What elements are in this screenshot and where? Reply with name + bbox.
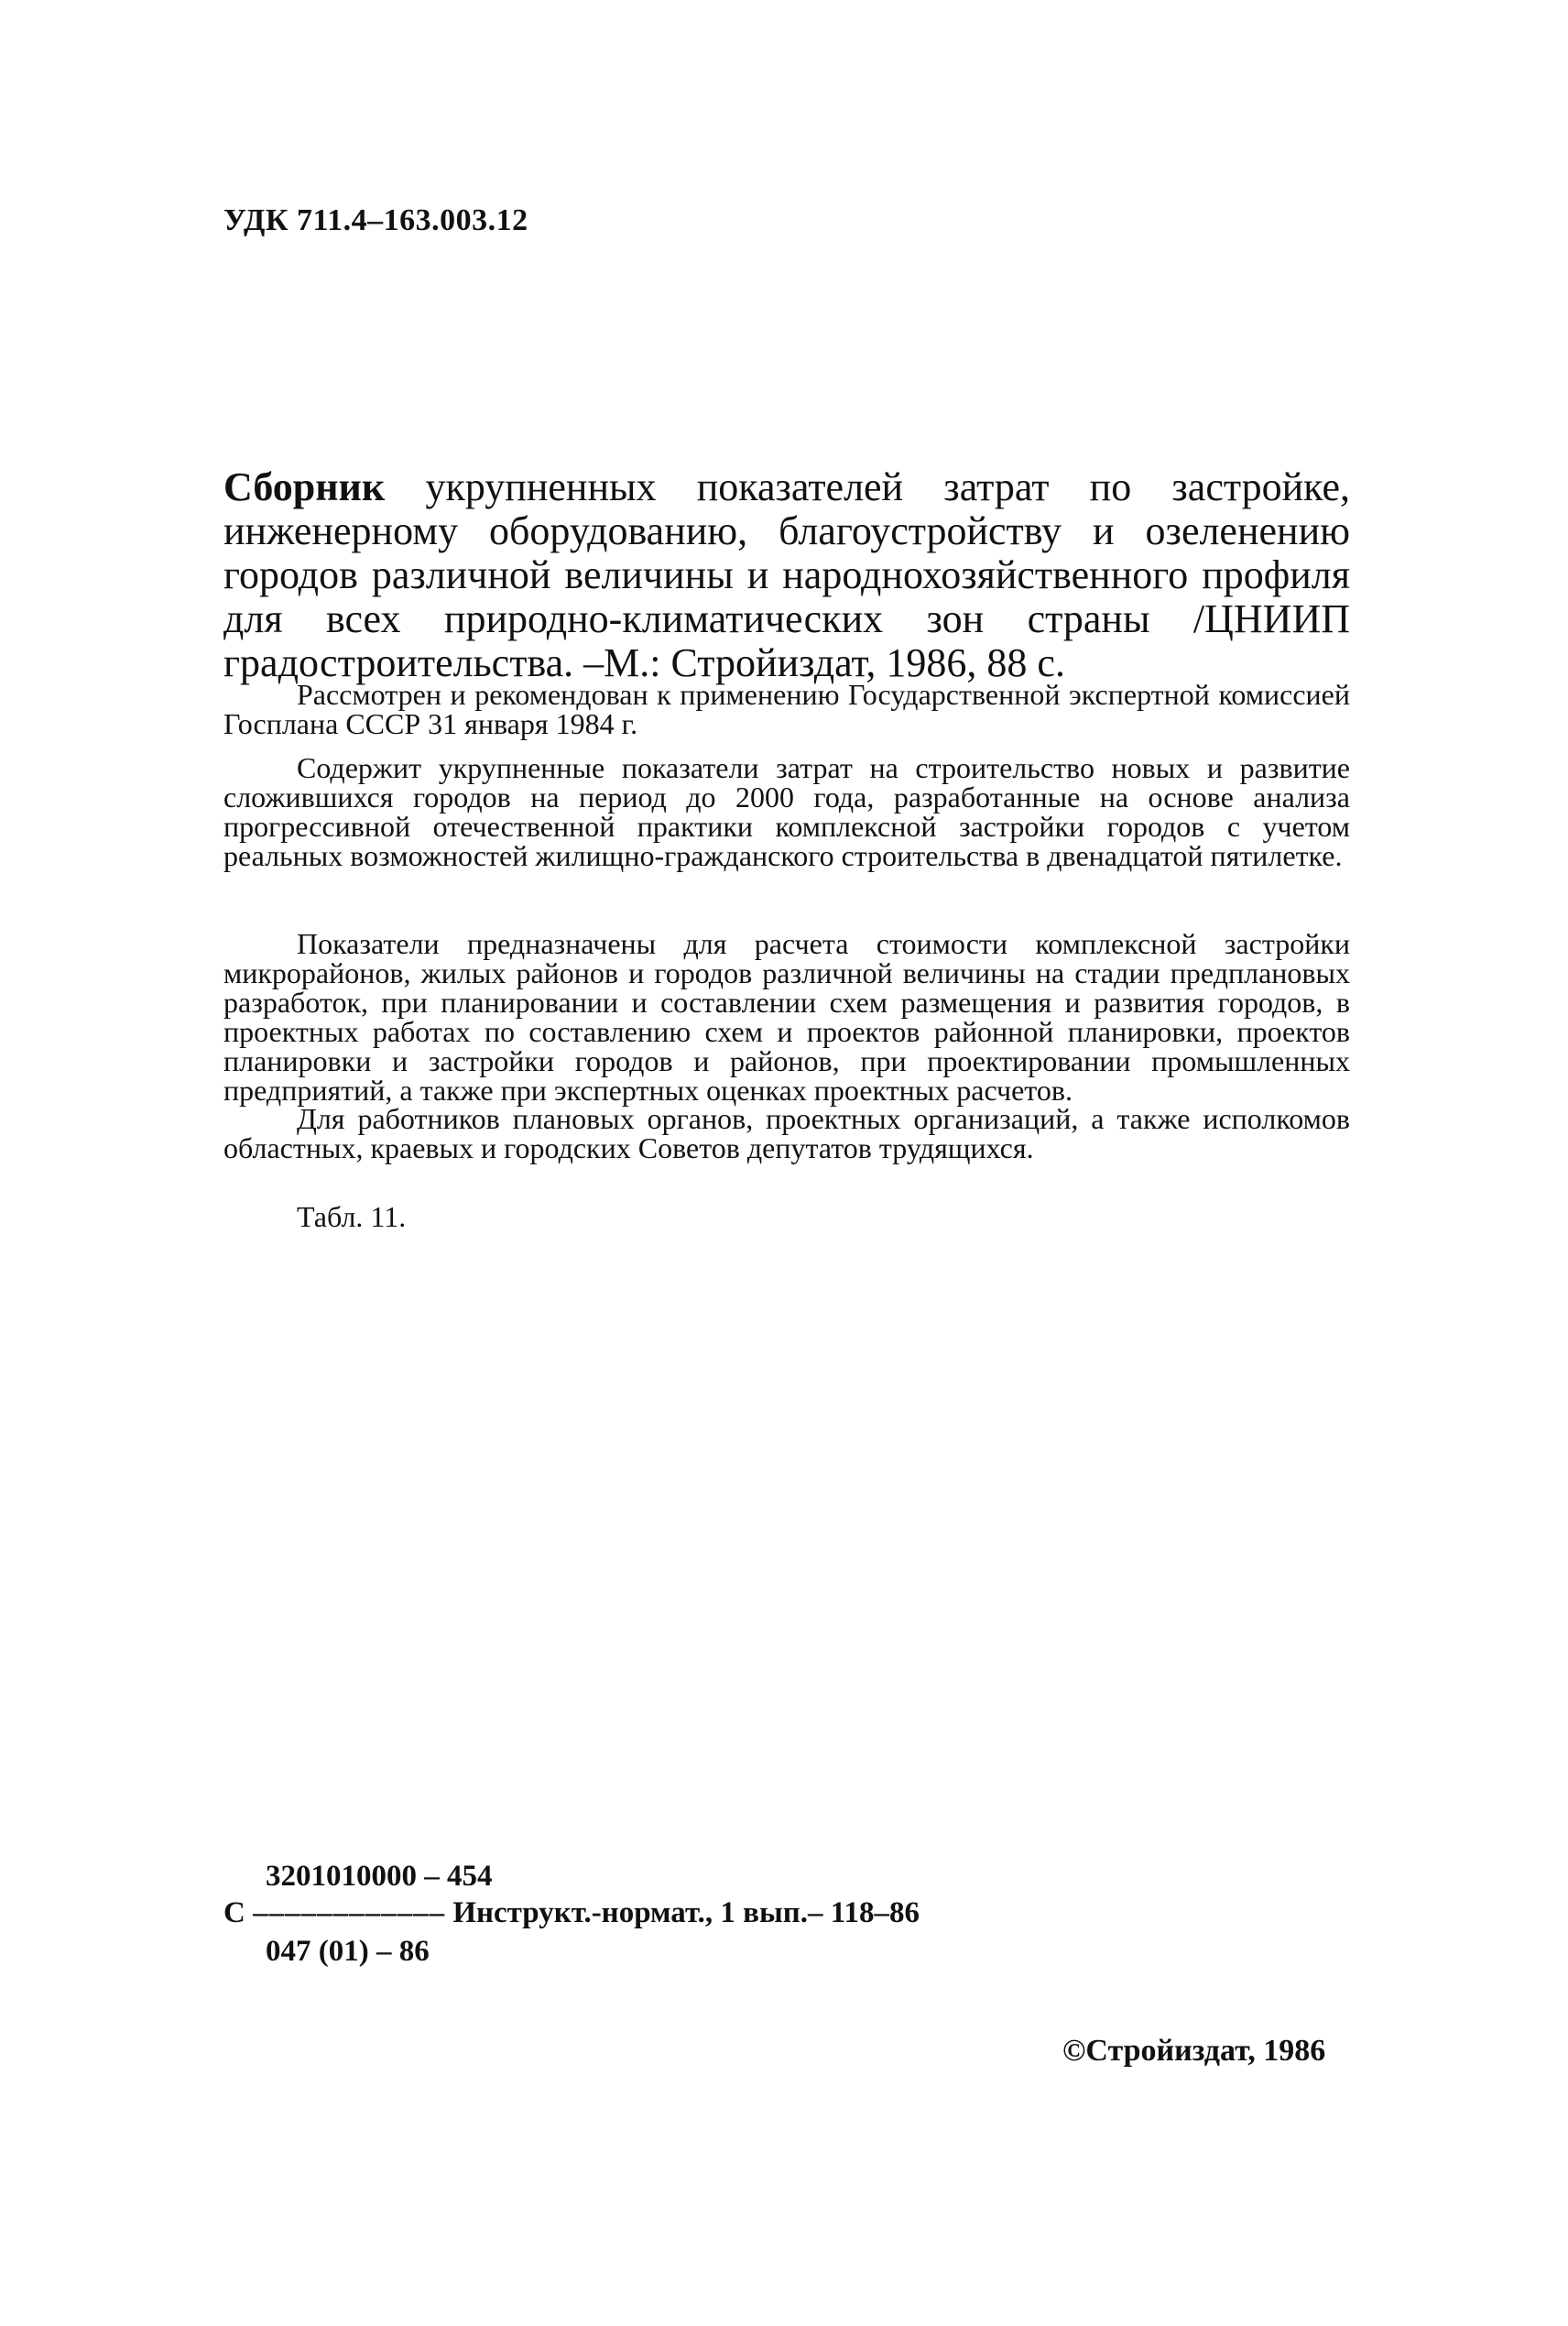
- tables-count: Табл. 11.: [297, 1200, 407, 1233]
- approval-note: Рассмотрен и рекомендован к применению Государственной экспертной комиссией Госплана СССР 31 января 1984 г.: [223, 678, 1350, 740]
- index-prefix: С: [223, 1896, 245, 1929]
- index-denominator: 047 (01) – 86: [266, 1935, 430, 1968]
- bibliographic-description: [223, 465, 1350, 685]
- index-line: [223, 1896, 920, 1930]
- title-lead-word: Сборник: [223, 464, 386, 509]
- title-text: укрупненных показателей затрат по застройке, инженерному оборудованию, благоустройству и озеленению городов различной величины и народнохозяйственного профиля для всех природно-климатических зон страны /ЦНИИП градостроительства. –М.: Стройиздат, 1986, 88 с.: [223, 464, 1350, 685]
- purpose-paragraph: Показатели предназначены для расчета стоимости комплексной застройки микрорайонов, жилых районов и городов различной величины на стадии предплановых разработок, при планировании и составлении схем размещения и развития городов, в проектных работах по составлению схем и проектов районной планировки, проектов планировки и застройки городов и районов, при проектировании промышленных предприятий, а также при экспертных оценках проектных расчетов.: [223, 927, 1350, 1107]
- index-suffix: Инструкт.-нормат., 1 вып.– 118–86: [452, 1896, 920, 1929]
- audience-paragraph: Для работников плановых органов, проектных организаций, а также исполкомов областных, краевых и городских Советов депутатов трудящихся.: [223, 1102, 1350, 1164]
- copyright-notice: ©Стройиздат, 1986: [1062, 2034, 1326, 2068]
- index-numerator: 3201010000 – 454: [266, 1860, 493, 1893]
- contents-paragraph: Содержит укрупненные показатели затрат на строительство новых и развитие сложившихся городов на период до 2000 года, разработанные на основе анализа прогрессивной отечественной практики комплексной застройки городов с учетом реальных возможностей жилищно-гражданского строительства в двенадцатой пятилетке.: [223, 751, 1350, 872]
- index-dashes: ––––––––––––: [253, 1896, 446, 1929]
- udk-code: УДК 711.4–163.003.12: [223, 203, 528, 237]
